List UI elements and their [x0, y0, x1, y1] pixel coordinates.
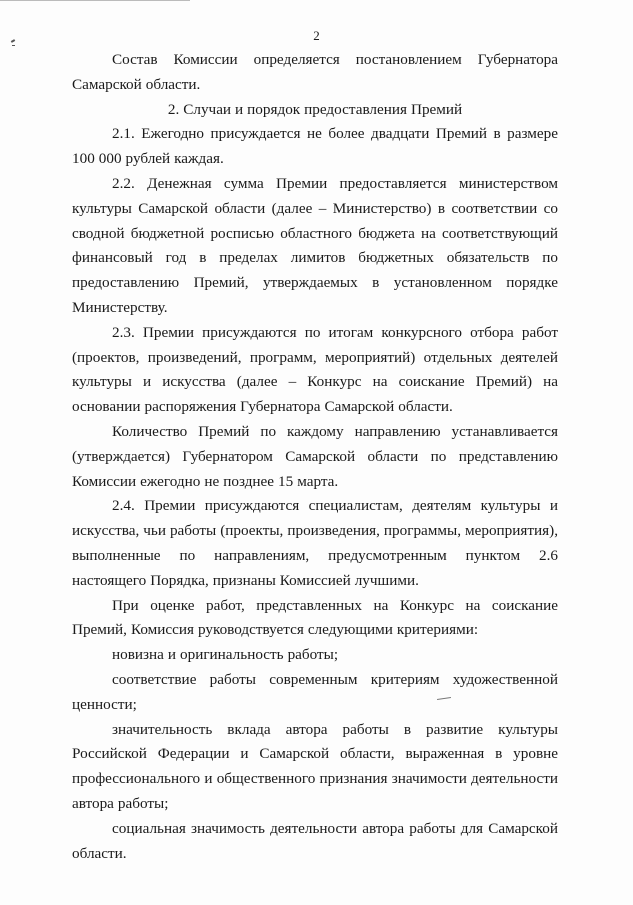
paragraph-criteria-intro: При оценке работ, представленных на Конкурс на соискание Премий, Комиссия руководствуется следующими критериями: — [72, 596, 558, 639]
paragraph-2-4: 2.4. Премии присуждаются специалистам, деятелям культуры и искусства, чьи работы (проекты, произведения, программы, мероприятия), выполненные по направлениям, предусмотренным пунктом 2.6 настоящего Порядка, признаны Комиссией лучшими. — [72, 497, 558, 589]
paragraph-prize-count: Количество Премий по каждому направлению устанавливается (утверждается) Губернатором Самарской области по представлению Комиссии ежегодно не позднее 15 марта. — [72, 422, 558, 490]
scan-edge-mark — [0, 0, 190, 1]
criterion-novelty: новизна и оригинальность работы; — [112, 646, 339, 664]
criterion-contribution: значительность вклада автора работы в развитие культуры Российской Федерации и Самарской области, выраженная в уровне профессионального и общественного признания значимости деятельности автора работы; — [72, 720, 558, 812]
paragraph-2-1: 2.1. Ежегодно присуждается не более двадцати Премий в размере 100 000 рублей каждая. — [72, 125, 558, 168]
paragraph-2-2: 2.2. Денежная сумма Премии предоставляется министерством культуры Самарской области (далее – Министерство) в соответствии со сводной бюджетной росписью областного бюджета на соответствующий финансовый год в пределах лимитов бюджетных обязательств по предоставлению Премий, утверждаемых в установленном порядке Министерству. — [72, 174, 558, 316]
page-number: 2 — [313, 28, 320, 43]
paragraph-2-3: 2.3. Премии присуждаются по итогам конкурсного отбора работ (проектов, произведений, программ, мероприятий) отдельных деятелей культуры и искусства (далее – Конкурс на соискание Премий) на основании распоряжения Губернатора Самарской области. — [72, 323, 558, 416]
document-body — [72, 48, 558, 866]
paragraph-commission-composition: Состав Комиссии определяется постановлением Губернатора Самарской области. — [72, 51, 558, 93]
criterion-social-significance: социальная значимость деятельности автора работы для Самарской области. — [72, 819, 558, 862]
section-heading: 2. Случаи и порядок предоставления Премий — [167, 100, 463, 118]
scan-dust-mark — [12, 45, 15, 46]
criterion-artistic-value: соответствие работы современным критериям художественной ценности; — [72, 670, 558, 713]
